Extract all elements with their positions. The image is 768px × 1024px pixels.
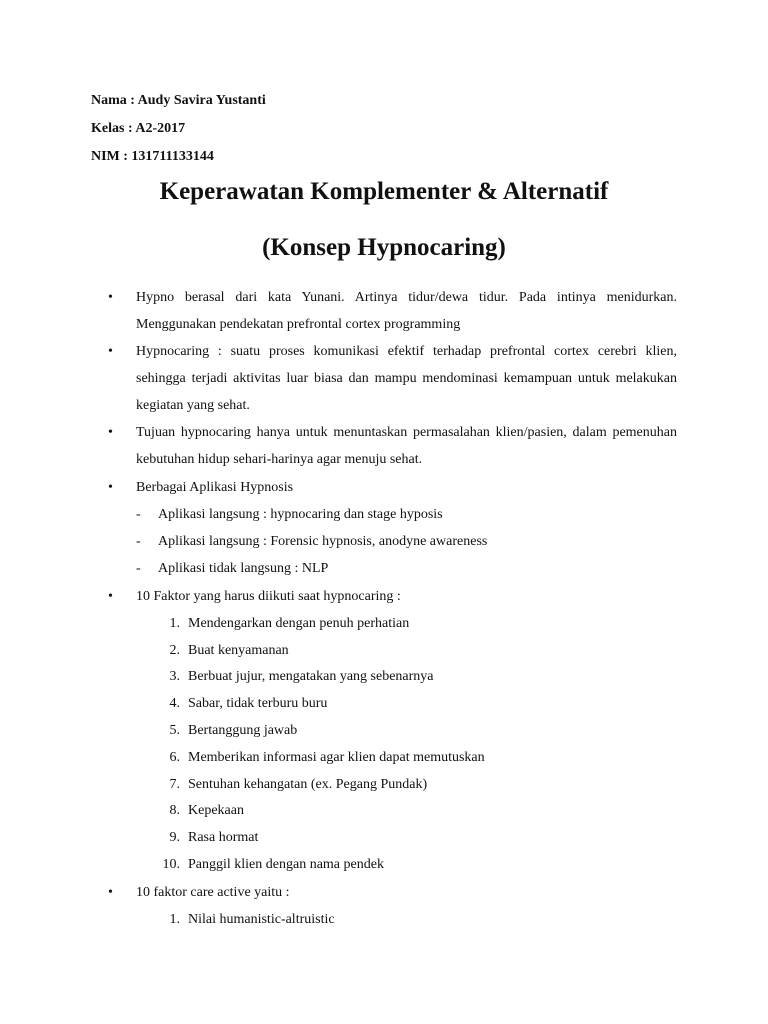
bullet-text-hypnocaring: Hypnocaring : suatu proses komunikasi efektif terhadap prefrontal cortex cerebri klien, sehingga terjadi aktivitas luar biasa dan mampu mendominasi kemampuan untuk melakukan kegiatan yang sehat. [136,344,677,413]
list-number: 10. [162,857,180,872]
document-subtitle: (Konsep Hypnocaring) [262,234,506,261]
faktor-item: Mendengarkan dengan penuh perhatian [188,616,410,631]
aplikasi-item: Aplikasi langsung : Forensic hypnosis, anodyne awareness [158,534,488,549]
bullet-text-hypno: Hypno berasal dari kata Yunani. Artinya tidur/dewa tidur. Pada intinya menidurkan. Menggunakan pendekatan prefrontal cortex programming [136,290,677,332]
faktor-item: Buat kenyamanan [188,643,289,658]
list-number: 8. [169,803,180,818]
student-class: Kelas : A2-2017 [91,121,186,136]
aplikasi-item: Aplikasi langsung : hypnocaring dan stage hyposis [158,507,443,522]
faktor-item: Sabar, tidak terburu buru [188,696,328,711]
faktor-item: Memberikan informasi agar klien dapat memutuskan [188,750,485,765]
list-number: 3. [169,669,180,684]
bullet-icon: • [108,480,113,495]
faktor-item: Bertanggung jawab [188,723,298,738]
document-title: Keperawatan Komplementer & Alternatif [159,178,609,205]
bullet-icon: • [108,344,113,359]
aplikasi-item: Aplikasi tidak langsung : NLP [158,561,329,576]
dash-marker: - [136,534,141,549]
bullet-text-tujuan: Tujuan hypnocaring hanya untuk menuntaskan permasalahan klien/pasien, dalam pemenuhan kebutuhan hidup sehari-harinya agar menuju sehat. [136,425,677,467]
bullet-text-faktor: 10 Faktor yang harus diikuti saat hypnocaring : [136,589,401,604]
dash-marker: - [136,561,141,576]
bullet-icon: • [108,885,113,900]
list-number: 2. [169,643,180,658]
care-active-item: Nilai humanistic-altruistic [188,912,335,927]
faktor-item: Panggil klien dengan nama pendek [188,857,384,872]
list-number: 9. [169,830,180,845]
list-number: 1. [169,616,180,631]
list-number: 4. [169,696,180,711]
student-name: Nama : Audy Savira Yustanti [91,93,266,108]
faktor-item: Sentuhan kehangatan (ex. Pegang Pundak) [188,777,428,792]
list-number: 5. [169,723,180,738]
student-nim: NIM : 131711133144 [91,149,214,164]
bullet-icon: • [108,589,113,604]
bullet-icon: • [108,290,113,305]
faktor-item: Rasa hormat [188,830,259,845]
faktor-item: Kepekaan [188,803,244,818]
bullet-text-aplikasi: Berbagai Aplikasi Hypnosis [136,480,294,495]
bullet-text-care-active: 10 faktor care active yaitu : [136,885,290,900]
faktor-item: Berbuat jujur, mengatakan yang sebenarnya [188,669,434,684]
bullet-icon: • [108,425,113,440]
list-number: 6. [169,750,180,765]
dash-marker: - [136,507,141,522]
list-number: 7. [169,777,180,792]
list-number: 1. [169,912,180,927]
